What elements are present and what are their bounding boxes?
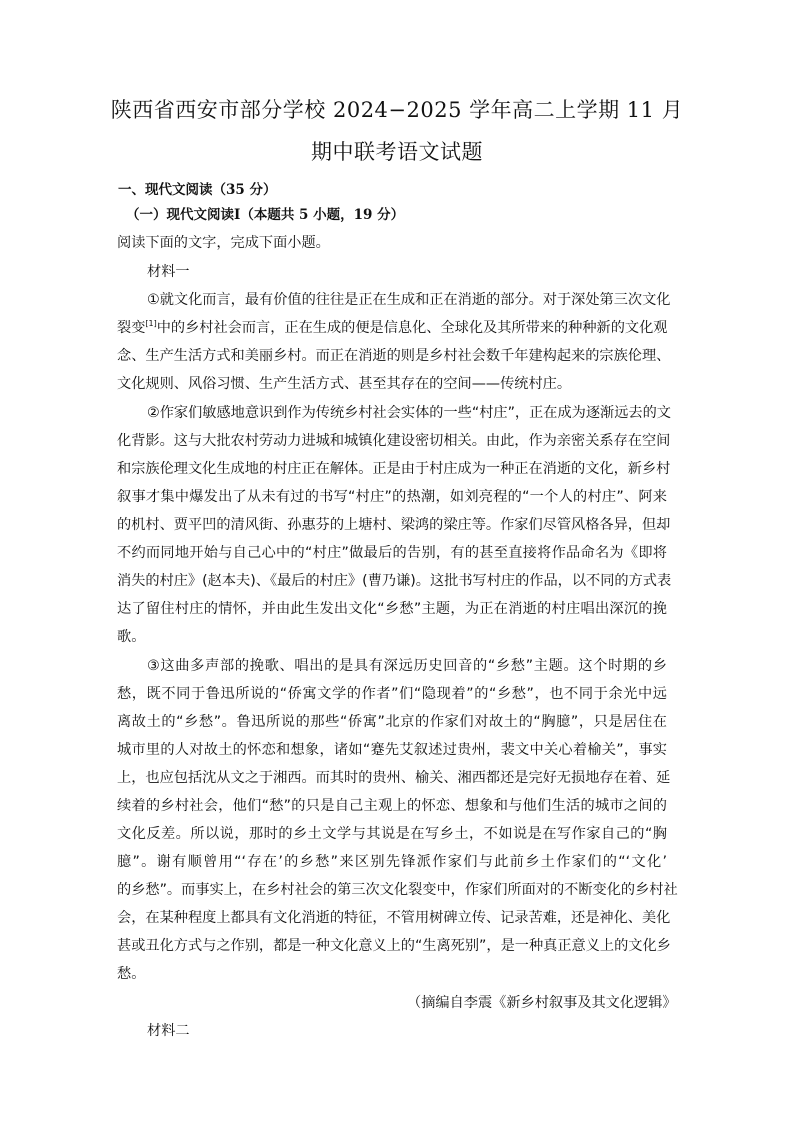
paragraph-2-line: 叙事才集中爆发出了从未有过的书写“村庄”的热潮，如刘亮程的“一个人的村庄”、阿来 — [117, 489, 667, 505]
paragraph-1-line: ①就文化而言，最有价值的往往是正在生成和正在消逝的部分。对于深处第三次文化 — [147, 292, 671, 308]
instruction-text: 阅读下面的文字，完成下面小题。 — [117, 235, 330, 251]
paragraph-3-line: 愁。 — [117, 966, 146, 982]
material-1-label: 材料一 — [147, 264, 190, 280]
paragraph-1-text: 裂变 — [117, 320, 146, 336]
citation: （摘编自李震《新乡村叙事及其文化逻辑》 — [407, 995, 677, 1011]
paragraph-3-line: 愁，既不同于鲁迅所说的“侨寓文学的作者”们“隐现着”的“乡愁”，也不同于余光中远 — [117, 686, 667, 702]
paragraph-3-line: 上，也应包括沈从文之于湘西。而其时的贵州、榆关、湘西都还是完好无损地存在着、延 — [117, 770, 671, 786]
section-heading: 一、现代文阅读（35 分） — [118, 182, 277, 198]
paragraph-2-line: 消失的村庄》(赵本夫)、《最后的村庄》(曹乃谦)。这批书写村庄的作品，以不同的方式表 — [117, 573, 672, 589]
page-title-line-1: 陕西省西安市部分学校 2024−2025 学年高二上学期 11 月 — [110, 98, 684, 122]
subsection-heading: （一）现代文阅读Ⅰ（本题共 5 小题，19 分） — [126, 207, 405, 223]
paragraph-3-line: 城市里的人对故土的怀恋和想象，诸如“蹇先艾叙述过贵州，裴文中关心着榆关”，事实 — [117, 742, 667, 758]
paragraph-2-line: 和宗族伦理文化生成地的村庄正在解体。正是由于村庄成为一种正在消逝的文化，新乡村 — [117, 461, 671, 477]
paragraph-2-line: ②作家们敏感地意识到作为传统乡村社会实体的一些“村庄”，正在成为逐渐远去的文 — [147, 405, 671, 421]
paragraph-3-line: 臆”。谢有顺曾用“‘存在’的乡愁”来区别先锋派作家们与此前乡土作家们的“‘文化’ — [117, 854, 667, 870]
paragraph-3-line: 会，在某种程度上都具有文化消逝的特征，不管用树碑立传、记录苦难，还是神化、美化 — [117, 910, 671, 926]
paragraph-3-line: ③这曲多声部的挽歌、唱出的是具有深远历史回音的“乡愁”主题。这个时期的乡 — [147, 658, 667, 674]
paragraph-1-line — [117, 318, 667, 338]
paragraph-2-line: 达了留住村庄的情怀，并由此生发出文化“乡愁”主题，为正在消逝的村庄唱出深沉的挽 — [117, 601, 667, 617]
paragraph-1-line: 念、生产生活方式和美丽乡村。而正在消逝的则是乡村社会数千年建构起来的宗族伦理、 — [117, 348, 671, 364]
paragraph-2-line: 歌。 — [117, 629, 146, 645]
paragraph-3-line: 续着的乡村社会，他们“愁”的只是自己主观上的怀恋、想象和与他们生活的城市之间的 — [117, 798, 667, 814]
paragraph-2-line: 化背影。这与大批农村劳动力进城和城镇化建设密切相关。由此，作为亲密关系存在空间 — [117, 433, 671, 449]
paragraph-3-line: 的乡愁”。而事实上，在乡村社会的第三次文化裂变中，作家们所面对的不断变化的乡村社 — [117, 882, 678, 898]
footnote-marker: [1] — [145, 319, 157, 328]
paragraph-3-line: 甚或丑化方式与之作别，都是一种文化意义上的“生离死别”，是一种真正意义上的文化乡 — [117, 938, 671, 954]
paragraph-3-line: 离故土的“乡愁”。鲁迅所说的那些“侨寓”北京的作家们对故土的“胸臆”，只是居住在 — [117, 714, 667, 730]
paragraph-2-line: 的机村、贾平凹的清风街、孙惠芬的上塘村、梁鸿的梁庄等。作家们尽管风格各异，但却 — [117, 517, 671, 533]
material-2-label: 材料二 — [147, 1023, 190, 1039]
paragraph-3-line: 文化反差。所以说，那时的乡土文学与其说是在写乡土，不如说是在写作家自己的“胸 — [117, 826, 667, 842]
paragraph-1-text: 中的乡村社会而言，正在生成的便是信息化、全球化及其所带来的种种新的文化观 — [156, 320, 668, 336]
paragraph-1-line: 文化规则、风俗习惯、生产生活方式、甚至其存在的空间——传统村庄。 — [117, 376, 572, 392]
paragraph-2-line: 不约而同地开始与自己心中的“村庄”做最后的告别，有的甚至直接将作品命名为《即将 — [117, 545, 667, 561]
page-title-line-2: 期中联考语文试题 — [311, 140, 483, 164]
